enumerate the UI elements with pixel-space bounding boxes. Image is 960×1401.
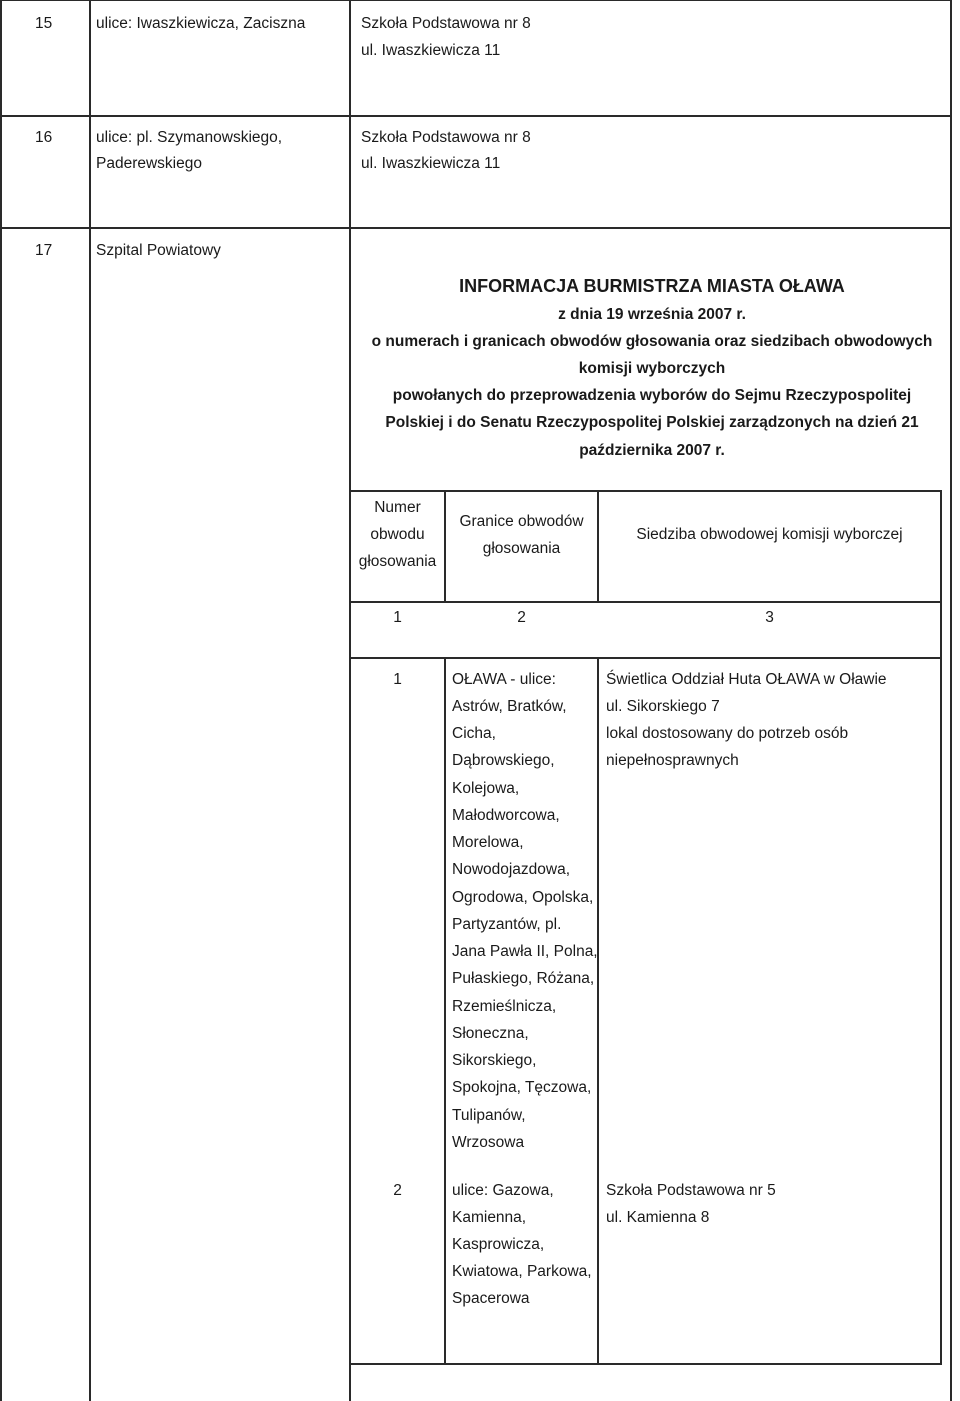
boundary-line: Rzemieślnicza, [452,998,557,1015]
document-subtitle-line: komisji wyborczych [578,360,726,377]
boundary-line: Kasprowicza, [452,1236,545,1253]
bg-row-boundaries: ulice: Iwaszkiewicza, Zaciszna [96,15,306,32]
boundary-line: Dąbrowskiego, [452,752,555,769]
column-number: 1 [393,609,402,626]
bg-row-seat: Szkoła Podstawowa nr 8 [361,129,531,146]
boundary-line: Ogrodowa, Opolska, [452,889,594,906]
boundary-line: OŁAWA - ulice: [452,671,556,688]
boundary-line: Nowodojazdowa, [452,861,571,878]
boundary-line: Partyzantów, pl. [452,916,562,933]
boundary-line: Spokojna, Tęczowa, [452,1079,592,1096]
seat-line: ul. Kamienna 8 [606,1209,710,1226]
boundary-line: Pułaskiego, Różana, [452,970,595,987]
document-title: INFORMACJA BURMISTRZA MIASTA OŁAWA [459,276,845,296]
boundary-line: Jana Pawła II, Polna, [452,943,598,960]
seat-line: Świetlica Oddział Huta OŁAWA w Oławie [606,671,887,688]
column-number: 2 [517,609,526,626]
main-table-col-divider [597,657,599,1365]
header-number: obwodu [370,526,425,543]
row-number: 1 [393,671,402,688]
boundary-line: ulice: Gazowa, [452,1182,554,1199]
boundary-line: Małodworcowa, [452,807,560,824]
row-number: 2 [393,1182,402,1199]
main-table-numbers-divider [349,657,942,659]
boundary-line: Kolejowa, [452,780,520,797]
bg-row-number: 17 [35,242,53,259]
seat-line: niepełnosprawnych [606,752,739,769]
boundary-line: Morelowa, [452,834,524,851]
boundary-line: Kamienna, [452,1209,527,1226]
header-boundaries: głosowania [482,540,561,557]
main-table-header-divider [349,601,942,603]
bg-row-seat: ul. Iwaszkiewicza 11 [361,42,501,59]
header-number: Numer [374,499,421,516]
bg-table-row-divider [0,0,952,1]
bg-table-row-divider [0,227,952,229]
bg-table-border-left [0,0,2,1401]
bg-row-seat: ul. Iwaszkiewicza 11 [361,155,501,172]
seat-line: lokal dostosowany do potrzeb osób [606,725,849,742]
bg-row-seat: Szkoła Podstawowa nr 8 [361,15,531,32]
seat-line: Szkoła Podstawowa nr 5 [606,1182,776,1199]
header-seat: Siedziba obwodowej komisji wyborczej [636,526,903,543]
seat-line: ul. Sikorskiego 7 [606,698,720,715]
bg-row-boundaries: Paderewskiego [96,155,202,172]
document-subtitle-line: Polskiej i do Senatu Rzeczypospolitej Polskiej zarządzonych na dzień 21 [385,414,919,431]
boundary-line: Słoneczna, [452,1025,529,1042]
bg-table-divider-number [89,0,91,1401]
boundary-line: Tulipanów, [452,1107,526,1124]
column-number: 3 [765,609,774,626]
header-number: głosowania [358,553,437,570]
bg-row-boundaries: Szpital Powiatowy [96,242,221,259]
document-date: z dnia 19 września 2007 r. [558,306,746,323]
main-table-border-right [940,490,942,1365]
main-table-col-divider [444,657,446,1365]
document-subtitle-line: października 2007 r. [579,442,725,459]
bg-row-number: 15 [35,15,53,32]
bg-table-row-divider [0,115,952,117]
bg-row-number: 16 [35,129,53,146]
document-subtitle-line: powołanych do przeprowadzenia wyborów do Sejmu Rzeczypospolitej [392,387,912,404]
main-table-bottom-border [349,1363,942,1365]
document-subtitle-line: o numerach i granicach obwodów głosowania oraz siedzibach obwodowych [371,333,933,350]
boundary-line: Wrzosowa [452,1134,525,1151]
boundary-line: Kwiatowa, Parkowa, [452,1263,592,1280]
bg-row-boundaries: ulice: pl. Szymanowskiego, [96,129,283,146]
header-boundaries: Granice obwodów [459,513,584,530]
boundary-line: Cicha, [452,725,496,742]
boundary-line: Spacerowa [452,1290,530,1307]
boundary-line: Sikorskiego, [452,1052,537,1069]
boundary-line: Astrów, Bratków, [452,698,567,715]
bg-table-border-right [950,0,952,1401]
main-table-top-border [349,490,942,492]
